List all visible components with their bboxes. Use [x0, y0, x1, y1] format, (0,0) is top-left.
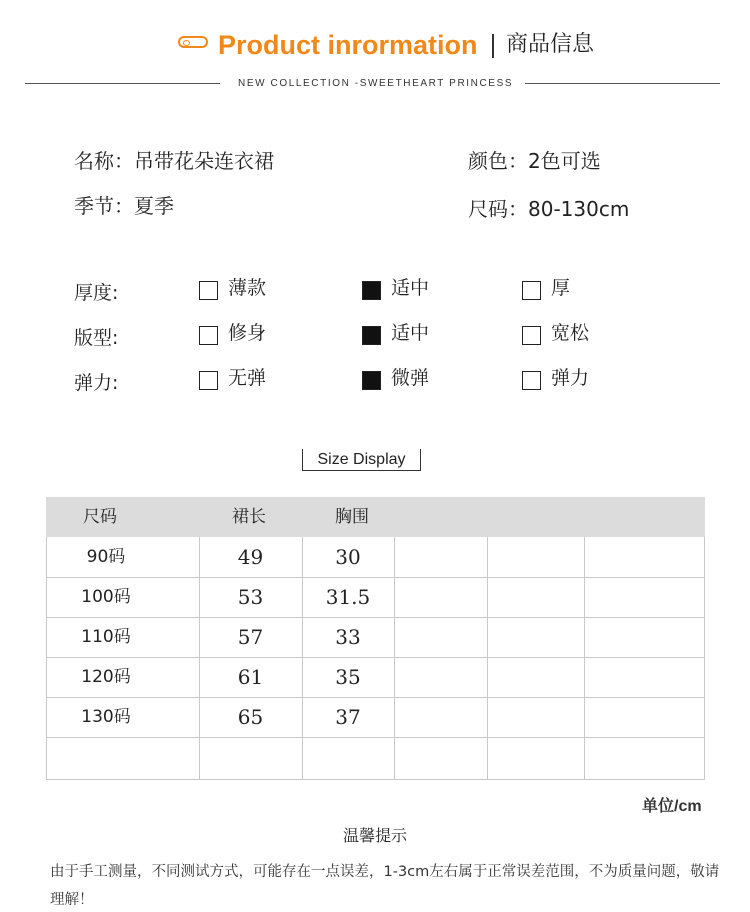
table-cell: 33: [335, 625, 361, 649]
table-cell: 49: [237, 545, 264, 569]
checked-box-icon[interactable]: [362, 281, 381, 300]
table-cell: 57: [237, 625, 264, 649]
info-color: 颜色：2色可选: [468, 149, 601, 173]
option-label: 修身: [228, 322, 267, 344]
unchecked-box-icon[interactable]: [522, 371, 541, 390]
option-label: 适中: [391, 322, 430, 344]
attribute-label: 弹力:: [74, 372, 119, 394]
option-label: 无弹: [228, 367, 267, 389]
unchecked-box-icon[interactable]: [199, 281, 218, 300]
unchecked-box-icon[interactable]: [199, 371, 218, 390]
option-label: 宽松: [551, 322, 590, 344]
subtitle-bar: [25, 76, 720, 92]
table-cell: 65: [237, 705, 264, 729]
table-row: [46, 657, 705, 697]
table-row-divider: [46, 779, 705, 780]
option-label: 弹力: [551, 367, 590, 389]
table-cell: 30: [335, 545, 361, 569]
table-row: [46, 617, 705, 657]
subtitle: NEW COLLECTION -SWEETHEART PRINCESS: [238, 78, 514, 89]
checked-box-icon[interactable]: [362, 371, 381, 390]
size-display-title: Size Display: [302, 449, 421, 471]
title-en: Product inrormation: [218, 30, 478, 60]
divider-right: [525, 83, 720, 84]
table-row-divider: [46, 737, 705, 738]
option-label: 适中: [391, 277, 430, 299]
attribute-label: 版型:: [74, 327, 119, 349]
unit-label: 单位/cm: [642, 798, 702, 815]
table-cell: 35: [335, 665, 361, 689]
unchecked-box-icon[interactable]: [522, 326, 541, 345]
title-separator: [492, 34, 494, 58]
unchecked-box-icon[interactable]: [199, 326, 218, 345]
title-cn: 商品信息: [506, 32, 595, 57]
info-season: 季节：夏季: [74, 194, 174, 218]
size-table: [46, 497, 705, 779]
tips-text: 由于手工测量，不同测试方式，可能存在一点误差，1-3cm左右属于正常误差范围，不为质量问题，敬请理解！: [50, 864, 720, 908]
table-cell: 90码: [86, 547, 126, 567]
page-header: [0, 28, 750, 64]
table-cell: 61: [237, 665, 264, 689]
table-row: [46, 537, 705, 577]
table-row: [46, 577, 705, 617]
unchecked-box-icon[interactable]: [522, 281, 541, 300]
table-header-cell: 裙长: [232, 507, 266, 527]
table-row: [46, 697, 705, 737]
table-header-cell: 胸围: [335, 507, 369, 527]
table-cell: 31.5: [325, 585, 371, 609]
option-label: 薄款: [228, 277, 267, 299]
table-header-cell: 尺码: [83, 507, 117, 527]
table-cell: 37: [335, 705, 361, 729]
attribute-label: 厚度:: [74, 282, 119, 304]
option-label: 微弹: [391, 367, 430, 389]
info-name: 名称：吊带花朵连衣裙: [74, 149, 274, 173]
table-cell: 100码: [81, 587, 131, 607]
pill-icon: [178, 36, 208, 48]
divider-left: [25, 83, 220, 84]
table-cell: 120码: [81, 667, 131, 687]
info-size: 尺码：80-130cm: [468, 197, 630, 221]
checked-box-icon[interactable]: [362, 326, 381, 345]
table-cell: 53: [237, 585, 264, 609]
table-cell: 110码: [81, 627, 131, 647]
option-label: 厚: [551, 277, 571, 299]
tips-title: 温馨提示: [342, 826, 407, 845]
table-cell: 130码: [81, 707, 131, 727]
